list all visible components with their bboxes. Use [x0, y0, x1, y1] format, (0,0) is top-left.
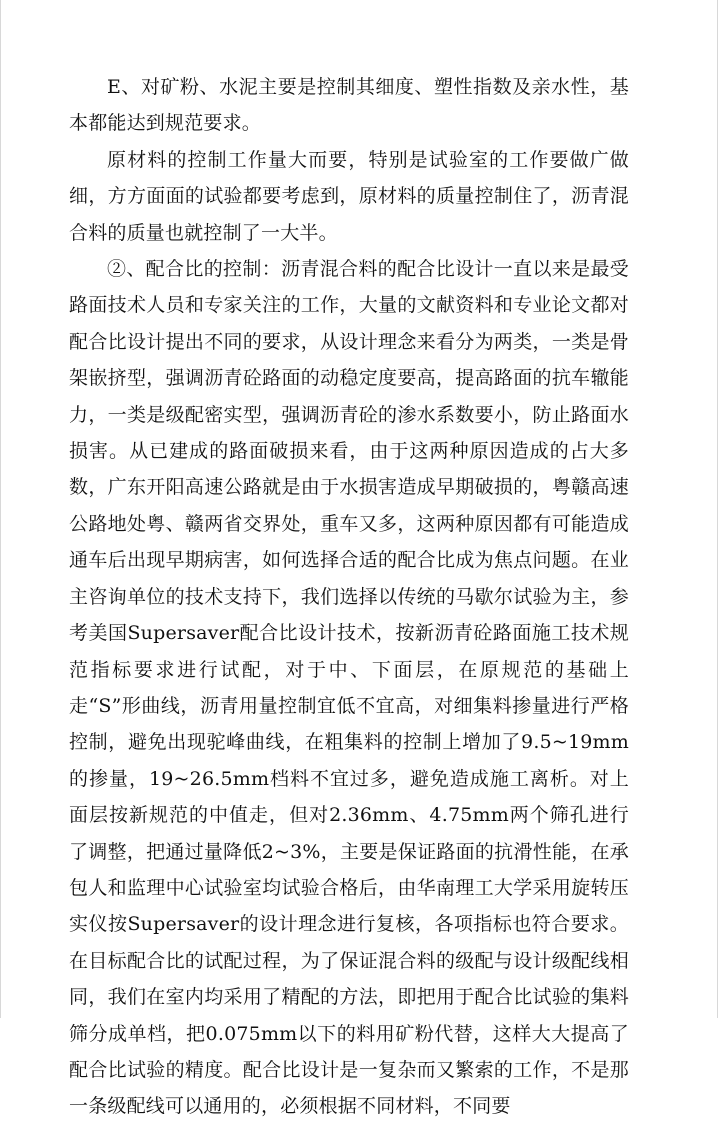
paragraph-mix-ratio-control: ②、配合比的控制：沥青混合料的配合比设计一直以来是最受路面技术人员和专家关注的工作，大量的文献资料和专业论文都对配合比设计提出不同的要求，从设计理念来看分为两类，一类是骨架嵌挤型，强调沥青砼路面的动稳定度要高，提高路面的抗车辙能力，一类是级配密实型，强调沥青砼的渗水系数要小，防止路面水损害。从已建成的路面破损来看，由于这两种原因造成的占大多数，广东开阳高速公路就是由于水损害造成早期破损的，粤赣高速公路地处粤、赣两省交界处，重车又多，这两种原因都有可能造成通车后出现早期病害，如何选择合适的配合比成为焦点问题。在业主咨询单位的技术支持下，我们选择以传统的马歇尔试验为主，参考美国Supersaver配合比设计技术，按新沥青砼路面施工技术规范指标要求进行试配，对于中、下面层，在原规范的基础上走“S”形曲线，沥青用量控制宜低不宜高，对细集料掺量进行严格控制，避免出现驼峰曲线，在粗集料的控制上增加了9.5~19mm的掺量，19~26.5mm档料不宜过多，避免造成施工离析。对上面层按新规范的中值走，但对2.36mm、4.75mm两个筛孔进行了调整，把通过量降低2~3%，主要是保证路面的抗滑性能，在承包人和监理中心试验室均试验合格后，由华南理工大学采用旋转压实仪按Supersaver的设计理念进行复核，各项指标也符合要求。在目标配合比的试配过程，为了保证混合料的级配与设计级配线相同，我们在室内均采用了精配的方法，即把用于配合比试验的集料筛分成单档，把0.075mm以下的料用矿粉代替，这样大大提高了配合比试验的精度。配合比设计是一复杂而又繁索的工作，不是那一条级配线可以通用的，必须根据不同材料，不同要 — [69, 258, 629, 1118]
paragraph-mineral-powder-cement: E、对矿粉、水泥主要是控制其细度、塑性指数及亲水性，基本都能达到规范要求。 — [69, 76, 629, 135]
paragraph-raw-material-control: 原材料的控制工作量大而要，特别是试验室的工作要做广做细，方方面面的试验都要考虑到，原材料的质量控制住了，沥青混合料的质量也就控制了一大半。 — [69, 148, 629, 244]
document-body — [69, 69, 629, 1125]
